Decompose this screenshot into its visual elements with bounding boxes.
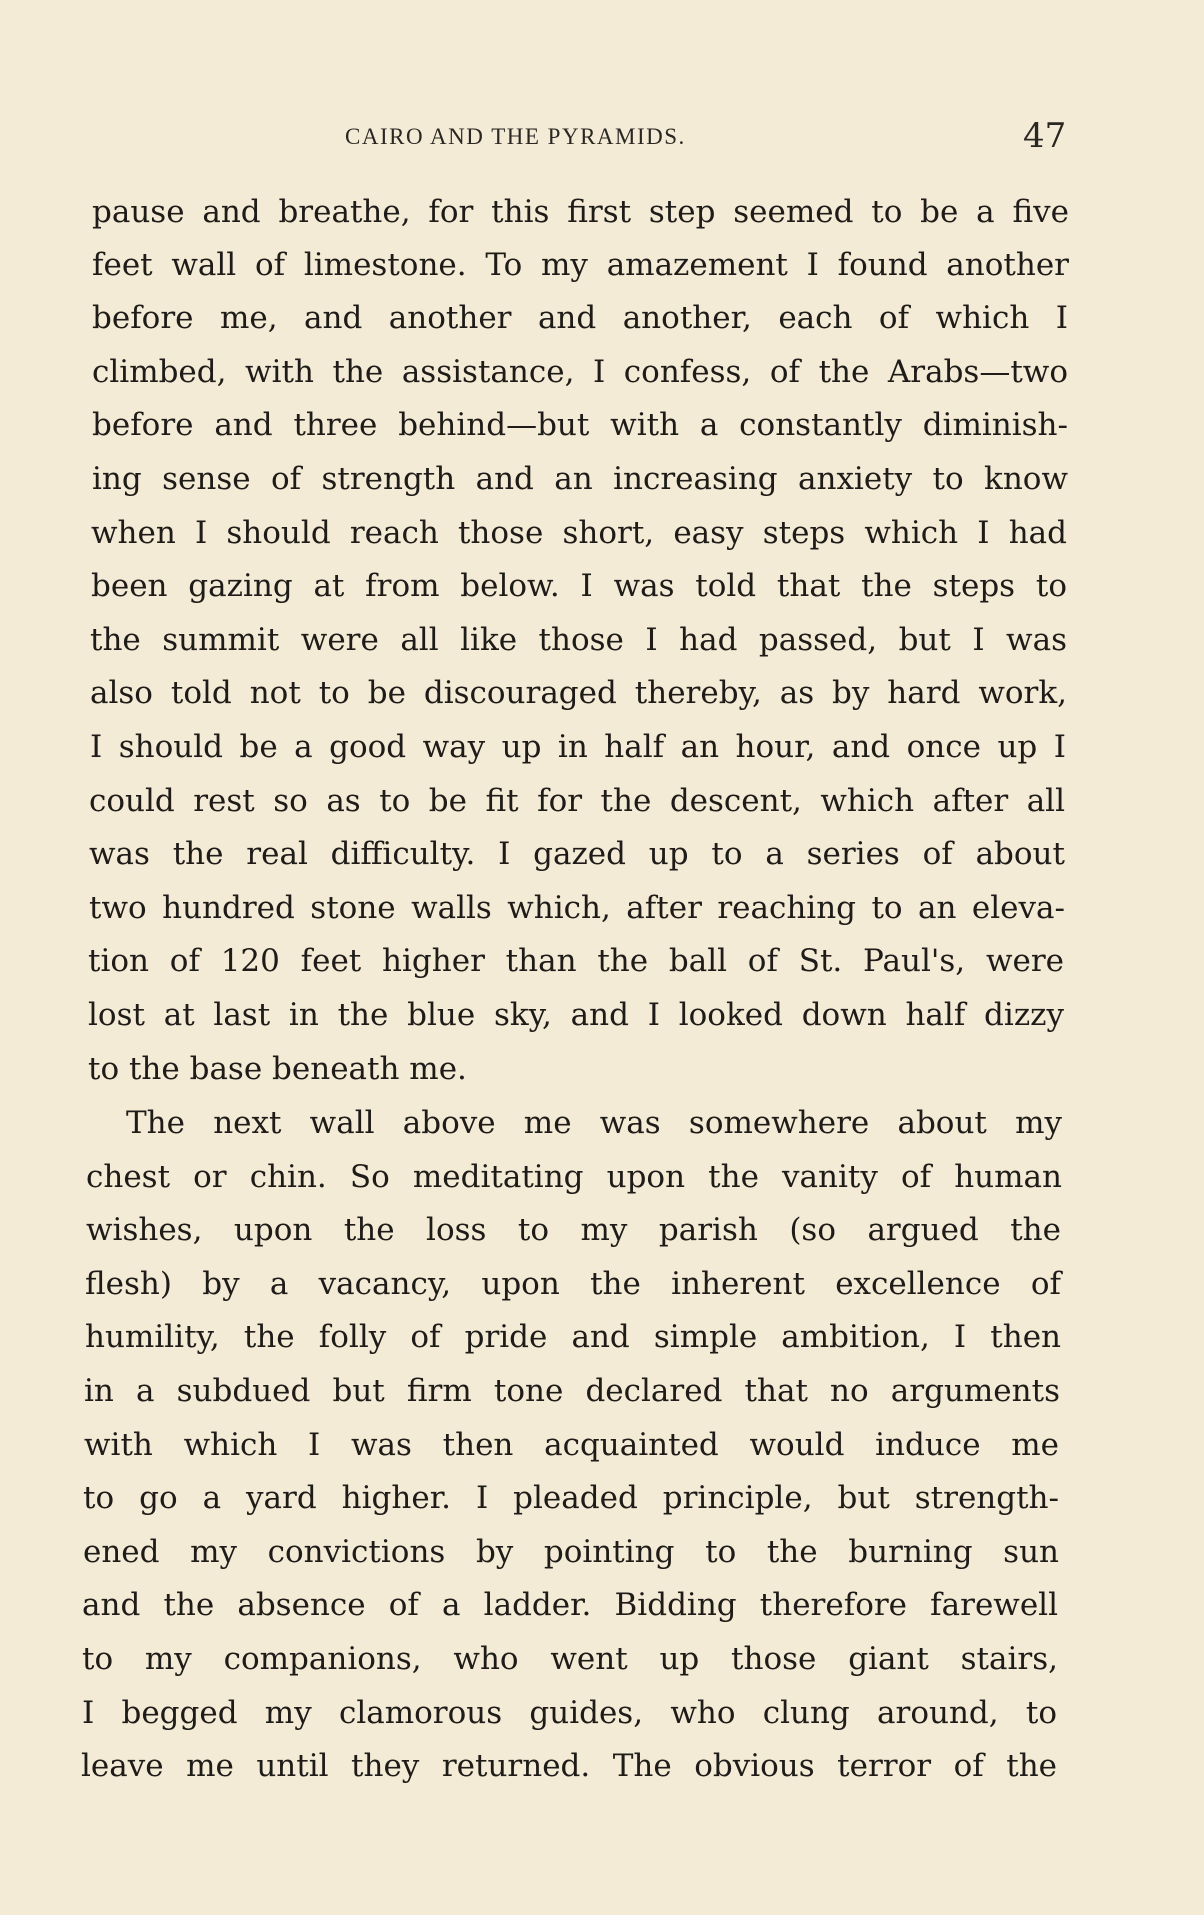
text-line: with which I was then acquainted would induce me: [84, 1427, 1059, 1463]
text-line: to the base beneath me.: [88, 1051, 467, 1087]
text-line: I should be a good way up in half an hour, and once up I: [90, 729, 1066, 765]
page-number: 47: [1023, 116, 1067, 156]
text-line: to go a yard higher. I pleaded principle, but strength-: [83, 1480, 1059, 1516]
text-line: and the absence of a ladder. Bidding therefore farewell: [82, 1587, 1058, 1623]
text-line: when I should reach those short, easy steps which I had: [91, 515, 1067, 551]
text-line: also told not to be discouraged thereby, as by hard work,: [90, 675, 1067, 711]
text-line: humility, the folly of pride and simple ambition, I then: [85, 1319, 1061, 1355]
text-line: the summit were all like those I had passed, but I was: [90, 622, 1067, 658]
text-line: to my companions, who went up those giant stairs,: [82, 1641, 1058, 1677]
text-line: I begged my clamorous guides, who clung around, to: [82, 1695, 1057, 1731]
text-line: was the real difficulty. I gazed up to a series of about: [89, 836, 1065, 872]
text-line: in a subdued but firm tone declared that no arguments: [84, 1373, 1060, 1409]
text-line: ened my convictions by pointing to the burning sun: [83, 1534, 1059, 1570]
text-line: lost at last in the blue sky, and I looked down half dizzy: [88, 997, 1064, 1033]
text-line: before and three behind—but with a constantly diminish-: [92, 407, 1068, 443]
text-line: before me, and another and another, each of which I: [92, 300, 1068, 336]
running-title: CAIRO AND THE PYRAMIDS.: [345, 124, 686, 149]
text-line: climbed, with the assistance, I confess, of the Arabs—two: [92, 354, 1068, 390]
text-line: pause and breathe, for this first step seemed to be a five: [92, 194, 1069, 230]
text-line: leave me until they returned. The obvious terror of the: [81, 1748, 1057, 1784]
text-line: ing sense of strength and an increasing anxiety to know: [92, 461, 1068, 497]
text-line: feet wall of limestone. To my amazement I found another: [92, 247, 1069, 283]
text-line: been gazing at from below. I was told that the steps to: [91, 568, 1067, 604]
text-line: wishes, upon the loss to my parish (so argued the: [86, 1212, 1061, 1248]
text-line: chest or chin. So meditating upon the vanity of human: [86, 1159, 1062, 1195]
paragraph-first-line: The next wall above me was somewhere about my: [126, 1105, 1062, 1141]
text-line: tion of 120 feet higher than the ball of St. Paul's, were: [88, 943, 1064, 979]
text-line: flesh) by a vacancy, upon the inherent excellence of: [85, 1266, 1061, 1302]
text-line: could rest so as to be fit for the descent, which after all: [89, 783, 1065, 819]
text-line: two hundred stone walls which, after reaching to an eleva-: [89, 890, 1065, 926]
